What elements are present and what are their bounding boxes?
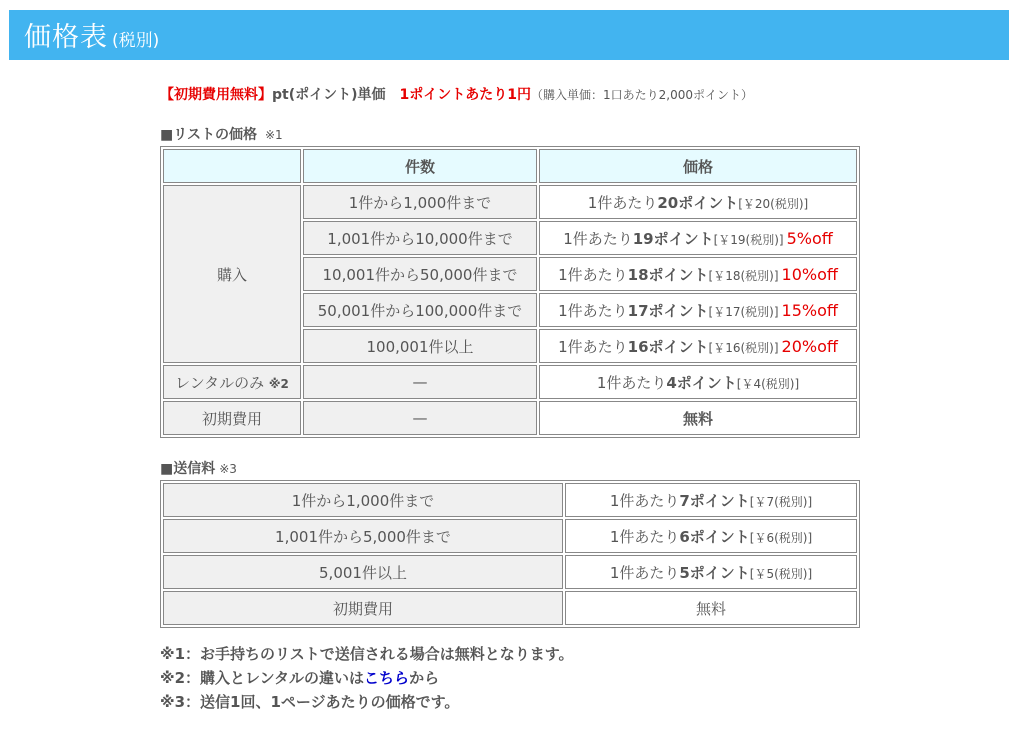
rental-note: ※2: [268, 376, 289, 391]
point-rate: 1ポイントあたり1円: [399, 87, 531, 103]
price-yen: [￥7(税別)]: [749, 494, 813, 509]
table-row: [163, 519, 857, 553]
count-range: 100,001件以上: [303, 329, 537, 363]
price-prefix: 1件あたり: [596, 373, 667, 392]
price-points: 5ポイント: [679, 563, 750, 582]
pricing-content: [160, 80, 860, 714]
price-cell: [539, 293, 857, 327]
price-cell: [539, 365, 857, 399]
price-yen: [￥4(税別)]: [736, 376, 800, 391]
count-range: —: [303, 401, 537, 435]
initial-fee-price: 無料: [565, 591, 857, 625]
price-cell: [539, 257, 857, 291]
initial-fee-label: 初期費用: [163, 401, 301, 435]
price-yen: [￥19(税別)]: [713, 232, 784, 247]
price-points: 16ポイント: [627, 337, 709, 356]
price-points: 19ポイント: [632, 229, 714, 248]
send-section-note: ※3: [219, 462, 237, 476]
price-prefix: 1件あたり: [609, 491, 680, 510]
table-row: [163, 483, 857, 517]
price-yen: [￥20(税別)]: [738, 196, 809, 211]
price-prefix: 1件あたり: [558, 337, 628, 356]
discount-badge: 15%off: [781, 300, 838, 320]
discount-badge: 5%off: [786, 228, 833, 248]
table-row: [163, 591, 857, 625]
table-row: [163, 401, 857, 435]
price-points: 7ポイント: [679, 491, 750, 510]
price-cell: [539, 401, 857, 435]
footnotes: [160, 642, 860, 714]
table-header-row: [163, 149, 857, 183]
purchase-label: 購入: [163, 185, 301, 363]
count-range: 1件から1,000件まで: [303, 185, 537, 219]
page-header: [9, 10, 1009, 60]
table-header-blank: [163, 149, 301, 183]
price-yen: [￥16(税別)]: [708, 340, 779, 355]
price-yen: [￥5(税別)]: [749, 566, 813, 581]
count-range: 10,001件から50,000件まで: [303, 257, 537, 291]
count-range: 1,001件から10,000件まで: [303, 221, 537, 255]
page-subtitle: (税別): [112, 31, 160, 51]
price-cell: [565, 483, 857, 517]
price-prefix: 1件あたり: [587, 193, 658, 212]
price-cell: [539, 221, 857, 255]
footnote-1: ※1：お手持ちのリストで送信される場合は無料となります。: [160, 645, 574, 663]
price-cell: [565, 555, 857, 589]
send-section-title: [160, 458, 860, 480]
price-prefix: 1件あたり: [563, 229, 633, 248]
count-range: —: [303, 365, 537, 399]
discount-badge: 20%off: [781, 336, 838, 356]
table-row: [163, 365, 857, 399]
purchase-unit-detail: （購入単価：1口あたり2,000ポイント）: [531, 88, 753, 102]
price-points: 18ポイント: [627, 265, 709, 284]
count-range: 1件から1,000件まで: [163, 483, 563, 517]
send-section-heading: ■送信料: [160, 461, 216, 477]
list-price-table: [160, 146, 860, 438]
rental-difference-link[interactable]: こちら: [364, 669, 410, 687]
count-range: 5,001件以上: [163, 555, 563, 589]
price-points: 4ポイント: [666, 373, 737, 392]
table-header-count: 件数: [303, 149, 537, 183]
price-yen: [￥17(税別)]: [708, 304, 779, 319]
page-title: 価格表: [24, 22, 108, 53]
price-prefix: 1件あたり: [558, 301, 628, 320]
table-row: [163, 555, 857, 589]
table-row: [163, 185, 857, 219]
price-cell: [565, 519, 857, 553]
rental-label: [163, 365, 301, 399]
price-cell: [539, 185, 857, 219]
price-prefix: 1件あたり: [609, 563, 680, 582]
footnote-2: [160, 666, 860, 690]
price-cell: [539, 329, 857, 363]
count-range: 1,001件から5,000件まで: [163, 519, 563, 553]
rental-label-text: レンタルのみ: [175, 373, 265, 392]
list-section-heading: ■リストの価格: [160, 127, 257, 143]
price-yen: [￥18(税別)]: [708, 268, 779, 283]
price-points: 6ポイント: [679, 527, 750, 546]
send-fee-table: [160, 480, 860, 628]
count-range: 50,001件から100,000件まで: [303, 293, 537, 327]
discount-badge: 10%off: [781, 264, 838, 284]
initial-fee-label: 初期費用: [163, 591, 563, 625]
price-prefix: 1件あたり: [558, 265, 628, 284]
price-prefix: 1件あたり: [609, 527, 680, 546]
list-section-title: [160, 124, 860, 146]
price-yen: [￥6(税別)]: [749, 530, 813, 545]
price-points: 20ポイント: [657, 193, 739, 212]
free-initial-tag: 【初期費用無料】: [160, 87, 272, 103]
initial-fee-price: 無料: [682, 409, 713, 428]
footnote-3: ※3：送信1回、1ページあたりの価格です。: [160, 693, 460, 711]
footnote-2-text: ※2：購入とレンタルの違いは: [160, 669, 365, 687]
unit-label: pt(ポイント)単価: [272, 87, 386, 103]
footnote-2-suffix: から: [409, 669, 440, 687]
table-header-price: 価格: [539, 149, 857, 183]
price-points: 17ポイント: [627, 301, 709, 320]
pricing-intro: [160, 80, 860, 110]
list-section-note: ※1: [264, 128, 283, 142]
